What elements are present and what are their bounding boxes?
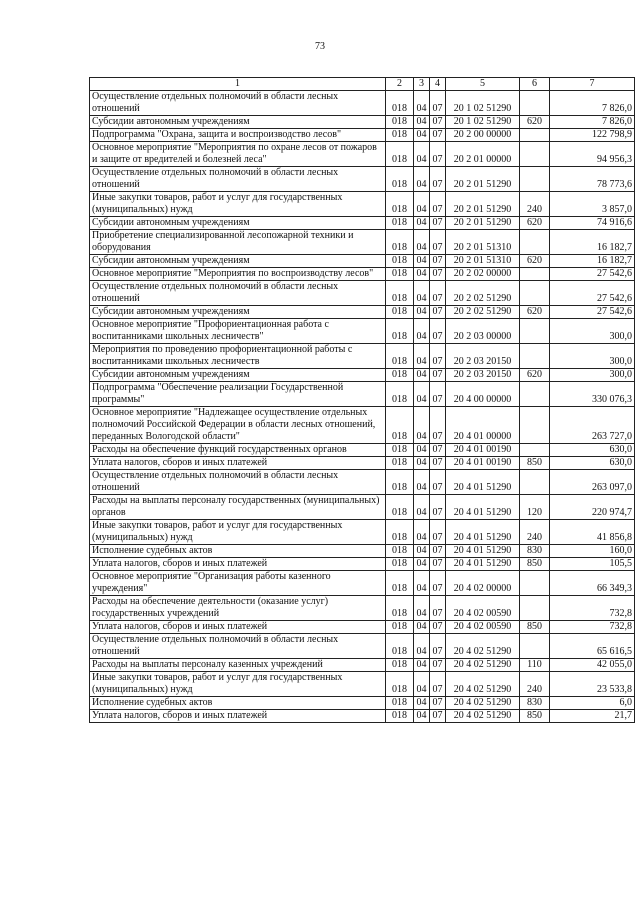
- table-row: [90, 634, 635, 659]
- amount-cell: 78 773,6: [550, 167, 635, 192]
- ministry-code-cell: 018: [386, 142, 414, 167]
- ministry-code-cell: 018: [386, 319, 414, 344]
- ministry-code-cell: 018: [386, 192, 414, 217]
- item-name-cell: Основное мероприятие "Мероприятия по охране лесов от пожаров и защите от вредителей и болезней леса": [90, 142, 386, 167]
- ministry-code-cell: 018: [386, 659, 414, 672]
- ministry-code-cell: 018: [386, 167, 414, 192]
- item-name-cell: Субсидии автономным учреждениям: [90, 369, 386, 382]
- amount-cell: 330 076,3: [550, 382, 635, 407]
- subsection-code-cell: 07: [430, 344, 446, 369]
- subsection-code-cell: 07: [430, 457, 446, 470]
- ministry-code-cell: 018: [386, 545, 414, 558]
- expense-type-code-cell: [520, 444, 550, 457]
- budget-table: [89, 77, 635, 723]
- table-row: [90, 659, 635, 672]
- section-code-cell: 04: [414, 634, 430, 659]
- target-article-code-cell: 20 4 02 51290: [446, 634, 520, 659]
- section-code-cell: 04: [414, 571, 430, 596]
- page-number: 73: [315, 41, 325, 52]
- table-row: [90, 571, 635, 596]
- section-code-cell: 04: [414, 344, 430, 369]
- subsection-code-cell: 07: [430, 407, 446, 444]
- header-cell: 5: [446, 78, 520, 91]
- table-row: [90, 344, 635, 369]
- expense-type-code-cell: [520, 596, 550, 621]
- section-code-cell: 04: [414, 230, 430, 255]
- subsection-code-cell: 07: [430, 470, 446, 495]
- amount-cell: 7 826,0: [550, 91, 635, 116]
- header-cell: 7: [550, 78, 635, 91]
- target-article-code-cell: 20 2 03 00000: [446, 319, 520, 344]
- table-row: [90, 281, 635, 306]
- subsection-code-cell: 07: [430, 659, 446, 672]
- table-row: [90, 558, 635, 571]
- expense-type-code-cell: 620: [520, 369, 550, 382]
- target-article-code-cell: 20 2 01 51310: [446, 230, 520, 255]
- section-code-cell: 04: [414, 369, 430, 382]
- subsection-code-cell: 07: [430, 268, 446, 281]
- expense-type-code-cell: 850: [520, 621, 550, 634]
- subsection-code-cell: 07: [430, 571, 446, 596]
- table-row: [90, 457, 635, 470]
- ministry-code-cell: 018: [386, 407, 414, 444]
- item-name-cell: Иные закупки товаров, работ и услуг для государственных (муниципальных) нужд: [90, 192, 386, 217]
- item-name-cell: Субсидии автономным учреждениям: [90, 306, 386, 319]
- expense-type-code-cell: [520, 634, 550, 659]
- section-code-cell: 04: [414, 382, 430, 407]
- header-cell: 6: [520, 78, 550, 91]
- subsection-code-cell: 07: [430, 167, 446, 192]
- table-row: [90, 369, 635, 382]
- expense-type-code-cell: [520, 142, 550, 167]
- item-name-cell: Расходы на выплаты персоналу казенных учреждений: [90, 659, 386, 672]
- target-article-code-cell: 20 4 02 51290: [446, 697, 520, 710]
- target-article-code-cell: 20 4 02 00590: [446, 621, 520, 634]
- ministry-code-cell: 018: [386, 444, 414, 457]
- item-name-cell: Исполнение судебных актов: [90, 697, 386, 710]
- ministry-code-cell: 018: [386, 520, 414, 545]
- item-name-cell: Субсидии автономным учреждениям: [90, 116, 386, 129]
- table-row: [90, 319, 635, 344]
- expense-type-code-cell: 850: [520, 558, 550, 571]
- subsection-code-cell: 07: [430, 495, 446, 520]
- target-article-code-cell: 20 2 00 00000: [446, 129, 520, 142]
- table-row: [90, 129, 635, 142]
- expense-type-code-cell: 830: [520, 697, 550, 710]
- subsection-code-cell: 07: [430, 558, 446, 571]
- target-article-code-cell: 20 2 01 51290: [446, 167, 520, 192]
- subsection-code-cell: 07: [430, 697, 446, 710]
- target-article-code-cell: 20 4 01 51290: [446, 520, 520, 545]
- table-row: [90, 444, 635, 457]
- ministry-code-cell: 018: [386, 217, 414, 230]
- expense-type-code-cell: [520, 571, 550, 596]
- item-name-cell: Субсидии автономным учреждениям: [90, 217, 386, 230]
- table-row: [90, 167, 635, 192]
- expense-type-code-cell: [520, 470, 550, 495]
- ministry-code-cell: 018: [386, 382, 414, 407]
- ministry-code-cell: 018: [386, 621, 414, 634]
- amount-cell: 300,0: [550, 369, 635, 382]
- table-row: [90, 495, 635, 520]
- item-name-cell: Осуществление отдельных полномочий в области лесных отношений: [90, 634, 386, 659]
- amount-cell: 263 727,0: [550, 407, 635, 444]
- expense-type-code-cell: 120: [520, 495, 550, 520]
- section-code-cell: 04: [414, 192, 430, 217]
- expense-type-code-cell: 830: [520, 545, 550, 558]
- target-article-code-cell: 20 4 01 51290: [446, 470, 520, 495]
- subsection-code-cell: 07: [430, 142, 446, 167]
- section-code-cell: 04: [414, 621, 430, 634]
- target-article-code-cell: 20 4 01 51290: [446, 495, 520, 520]
- item-name-cell: Основное мероприятие "Организация работы казенного учреждения": [90, 571, 386, 596]
- amount-cell: 630,0: [550, 457, 635, 470]
- target-article-code-cell: 20 2 03 20150: [446, 369, 520, 382]
- section-code-cell: 04: [414, 255, 430, 268]
- expense-type-code-cell: [520, 281, 550, 306]
- table-row: [90, 268, 635, 281]
- amount-cell: 94 956,3: [550, 142, 635, 167]
- section-code-cell: 04: [414, 217, 430, 230]
- ministry-code-cell: 018: [386, 255, 414, 268]
- section-code-cell: 04: [414, 444, 430, 457]
- expense-type-code-cell: 850: [520, 710, 550, 723]
- target-article-code-cell: 20 4 01 00190: [446, 457, 520, 470]
- ministry-code-cell: 018: [386, 230, 414, 255]
- target-article-code-cell: 20 2 02 51290: [446, 281, 520, 306]
- subsection-code-cell: 07: [430, 116, 446, 129]
- expense-type-code-cell: [520, 382, 550, 407]
- table-row: [90, 230, 635, 255]
- expense-type-code-cell: 620: [520, 306, 550, 319]
- section-code-cell: 04: [414, 672, 430, 697]
- target-article-code-cell: 20 4 02 51290: [446, 710, 520, 723]
- item-name-cell: Иные закупки товаров, работ и услуг для государственных (муниципальных) нужд: [90, 520, 386, 545]
- ministry-code-cell: 018: [386, 281, 414, 306]
- section-code-cell: 04: [414, 545, 430, 558]
- table-row: [90, 697, 635, 710]
- amount-cell: 7 826,0: [550, 116, 635, 129]
- header-cell: 4: [430, 78, 446, 91]
- item-name-cell: Иные закупки товаров, работ и услуг для государственных (муниципальных) нужд: [90, 672, 386, 697]
- ministry-code-cell: 018: [386, 596, 414, 621]
- amount-cell: 42 055,0: [550, 659, 635, 672]
- section-code-cell: 04: [414, 710, 430, 723]
- subsection-code-cell: 07: [430, 444, 446, 457]
- subsection-code-cell: 07: [430, 230, 446, 255]
- ministry-code-cell: 018: [386, 129, 414, 142]
- table-row: [90, 407, 635, 444]
- subsection-code-cell: 07: [430, 545, 446, 558]
- section-code-cell: 04: [414, 91, 430, 116]
- subsection-code-cell: 07: [430, 192, 446, 217]
- target-article-code-cell: 20 1 02 51290: [446, 91, 520, 116]
- section-code-cell: 04: [414, 167, 430, 192]
- target-article-code-cell: 20 2 01 51290: [446, 192, 520, 217]
- amount-cell: 74 916,6: [550, 217, 635, 230]
- ministry-code-cell: 018: [386, 710, 414, 723]
- target-article-code-cell: 20 2 01 51290: [446, 217, 520, 230]
- ministry-code-cell: 018: [386, 369, 414, 382]
- expense-type-code-cell: 620: [520, 116, 550, 129]
- expense-type-code-cell: 240: [520, 520, 550, 545]
- expense-type-code-cell: 850: [520, 457, 550, 470]
- target-article-code-cell: 20 4 01 00000: [446, 407, 520, 444]
- subsection-code-cell: 07: [430, 596, 446, 621]
- item-name-cell: Основное мероприятие "Профориентационная работа с воспитанниками школьных лесничеств": [90, 319, 386, 344]
- amount-cell: 732,8: [550, 621, 635, 634]
- expense-type-code-cell: [520, 230, 550, 255]
- ministry-code-cell: 018: [386, 116, 414, 129]
- subsection-code-cell: 07: [430, 306, 446, 319]
- target-article-code-cell: 20 4 02 00590: [446, 596, 520, 621]
- section-code-cell: 04: [414, 470, 430, 495]
- expense-type-code-cell: [520, 268, 550, 281]
- amount-cell: 300,0: [550, 344, 635, 369]
- table-row: [90, 672, 635, 697]
- target-article-code-cell: 20 4 02 51290: [446, 672, 520, 697]
- table-row: [90, 621, 635, 634]
- item-name-cell: Уплата налогов, сборов и иных платежей: [90, 710, 386, 723]
- header-cell: 3: [414, 78, 430, 91]
- amount-cell: 220 974,7: [550, 495, 635, 520]
- subsection-code-cell: 07: [430, 369, 446, 382]
- amount-cell: 263 097,0: [550, 470, 635, 495]
- target-article-code-cell: 20 2 01 00000: [446, 142, 520, 167]
- subsection-code-cell: 07: [430, 710, 446, 723]
- table-row: [90, 710, 635, 723]
- section-code-cell: 04: [414, 281, 430, 306]
- section-code-cell: 04: [414, 142, 430, 167]
- amount-cell: 27 542,6: [550, 306, 635, 319]
- section-code-cell: 04: [414, 558, 430, 571]
- item-name-cell: Расходы на обеспечение функций государственных органов: [90, 444, 386, 457]
- table-header-row: [90, 78, 635, 91]
- table-row: [90, 255, 635, 268]
- subsection-code-cell: 07: [430, 255, 446, 268]
- expense-type-code-cell: 110: [520, 659, 550, 672]
- ministry-code-cell: 018: [386, 697, 414, 710]
- subsection-code-cell: 07: [430, 217, 446, 230]
- subsection-code-cell: 07: [430, 319, 446, 344]
- subsection-code-cell: 07: [430, 382, 446, 407]
- ministry-code-cell: 018: [386, 457, 414, 470]
- amount-cell: 3 857,0: [550, 192, 635, 217]
- amount-cell: 16 182,7: [550, 255, 635, 268]
- expense-type-code-cell: [520, 407, 550, 444]
- ministry-code-cell: 018: [386, 344, 414, 369]
- amount-cell: 21,7: [550, 710, 635, 723]
- target-article-code-cell: 20 4 01 51290: [446, 545, 520, 558]
- amount-cell: 23 533,8: [550, 672, 635, 697]
- item-name-cell: Уплата налогов, сборов и иных платежей: [90, 457, 386, 470]
- table-row: [90, 142, 635, 167]
- section-code-cell: 04: [414, 659, 430, 672]
- section-code-cell: 04: [414, 306, 430, 319]
- expense-type-code-cell: [520, 344, 550, 369]
- ministry-code-cell: 018: [386, 558, 414, 571]
- item-name-cell: Осуществление отдельных полномочий в области лесных отношений: [90, 167, 386, 192]
- target-article-code-cell: 20 4 01 51290: [446, 558, 520, 571]
- expense-type-code-cell: [520, 319, 550, 344]
- item-name-cell: Приобретение специализированной лесопожарной техники и оборудования: [90, 230, 386, 255]
- subsection-code-cell: 07: [430, 281, 446, 306]
- ministry-code-cell: 018: [386, 268, 414, 281]
- subsection-code-cell: 07: [430, 634, 446, 659]
- subsection-code-cell: 07: [430, 129, 446, 142]
- expense-type-code-cell: 240: [520, 192, 550, 217]
- item-name-cell: Субсидии автономным учреждениям: [90, 255, 386, 268]
- header-cell: 1: [90, 78, 386, 91]
- table-row: [90, 382, 635, 407]
- header-cell: 2: [386, 78, 414, 91]
- amount-cell: 41 856,8: [550, 520, 635, 545]
- target-article-code-cell: 20 2 02 00000: [446, 268, 520, 281]
- item-name-cell: Мероприятия по проведению профориентационной работы с воспитанниками школьных лесничеств: [90, 344, 386, 369]
- section-code-cell: 04: [414, 457, 430, 470]
- item-name-cell: Осуществление отдельных полномочий в области лесных отношений: [90, 470, 386, 495]
- ministry-code-cell: 018: [386, 91, 414, 116]
- section-code-cell: 04: [414, 116, 430, 129]
- ministry-code-cell: 018: [386, 672, 414, 697]
- item-name-cell: Основное мероприятие "Надлежащее осуществление отдельных полномочий Российской Федерации в области лесных отношений, переданных Вологодской области": [90, 407, 386, 444]
- ministry-code-cell: 018: [386, 470, 414, 495]
- item-name-cell: Уплата налогов, сборов и иных платежей: [90, 558, 386, 571]
- item-name-cell: Осуществление отдельных полномочий в области лесных отношений: [90, 91, 386, 116]
- target-article-code-cell: 20 2 01 51310: [446, 255, 520, 268]
- table-row: [90, 116, 635, 129]
- expense-type-code-cell: 240: [520, 672, 550, 697]
- ministry-code-cell: 018: [386, 571, 414, 596]
- expense-type-code-cell: 620: [520, 255, 550, 268]
- amount-cell: 66 349,3: [550, 571, 635, 596]
- amount-cell: 65 616,5: [550, 634, 635, 659]
- amount-cell: 300,0: [550, 319, 635, 344]
- table-row: [90, 306, 635, 319]
- item-name-cell: Расходы на выплаты персоналу государственных (муниципальных) органов: [90, 495, 386, 520]
- amount-cell: 630,0: [550, 444, 635, 457]
- table-row: [90, 545, 635, 558]
- table-row: [90, 520, 635, 545]
- section-code-cell: 04: [414, 520, 430, 545]
- ministry-code-cell: 018: [386, 634, 414, 659]
- amount-cell: 27 542,6: [550, 268, 635, 281]
- amount-cell: 732,8: [550, 596, 635, 621]
- ministry-code-cell: 018: [386, 306, 414, 319]
- section-code-cell: 04: [414, 319, 430, 344]
- section-code-cell: 04: [414, 129, 430, 142]
- target-article-code-cell: 20 2 02 51290: [446, 306, 520, 319]
- amount-cell: 27 542,6: [550, 281, 635, 306]
- target-article-code-cell: 20 1 02 51290: [446, 116, 520, 129]
- expense-type-code-cell: [520, 129, 550, 142]
- subsection-code-cell: 07: [430, 91, 446, 116]
- ministry-code-cell: 018: [386, 495, 414, 520]
- table-row: [90, 596, 635, 621]
- subsection-code-cell: 07: [430, 672, 446, 697]
- table-row: [90, 91, 635, 116]
- section-code-cell: 04: [414, 268, 430, 281]
- amount-cell: 6,0: [550, 697, 635, 710]
- subsection-code-cell: 07: [430, 520, 446, 545]
- section-code-cell: 04: [414, 596, 430, 621]
- item-name-cell: Осуществление отдельных полномочий в области лесных отношений: [90, 281, 386, 306]
- section-code-cell: 04: [414, 697, 430, 710]
- section-code-cell: 04: [414, 495, 430, 520]
- expense-type-code-cell: [520, 91, 550, 116]
- item-name-cell: Подпрограмма "Охрана, защита и воспроизводство лесов": [90, 129, 386, 142]
- item-name-cell: Уплата налогов, сборов и иных платежей: [90, 621, 386, 634]
- section-code-cell: 04: [414, 407, 430, 444]
- expense-type-code-cell: [520, 167, 550, 192]
- target-article-code-cell: 20 4 02 00000: [446, 571, 520, 596]
- target-article-code-cell: 20 4 02 51290: [446, 659, 520, 672]
- amount-cell: 105,5: [550, 558, 635, 571]
- table-row: [90, 192, 635, 217]
- amount-cell: 16 182,7: [550, 230, 635, 255]
- table-row: [90, 217, 635, 230]
- expense-type-code-cell: 620: [520, 217, 550, 230]
- item-name-cell: Подпрограмма "Обеспечение реализации Государственной программы": [90, 382, 386, 407]
- target-article-code-cell: 20 4 00 00000: [446, 382, 520, 407]
- item-name-cell: Исполнение судебных актов: [90, 545, 386, 558]
- amount-cell: 160,0: [550, 545, 635, 558]
- subsection-code-cell: 07: [430, 621, 446, 634]
- amount-cell: 122 798,9: [550, 129, 635, 142]
- item-name-cell: Расходы на обеспечение деятельности (оказание услуг) государственных учреждений: [90, 596, 386, 621]
- item-name-cell: Основное мероприятие "Мероприятия по воспроизводству лесов": [90, 268, 386, 281]
- table-row: [90, 470, 635, 495]
- target-article-code-cell: 20 2 03 20150: [446, 344, 520, 369]
- target-article-code-cell: 20 4 01 00190: [446, 444, 520, 457]
